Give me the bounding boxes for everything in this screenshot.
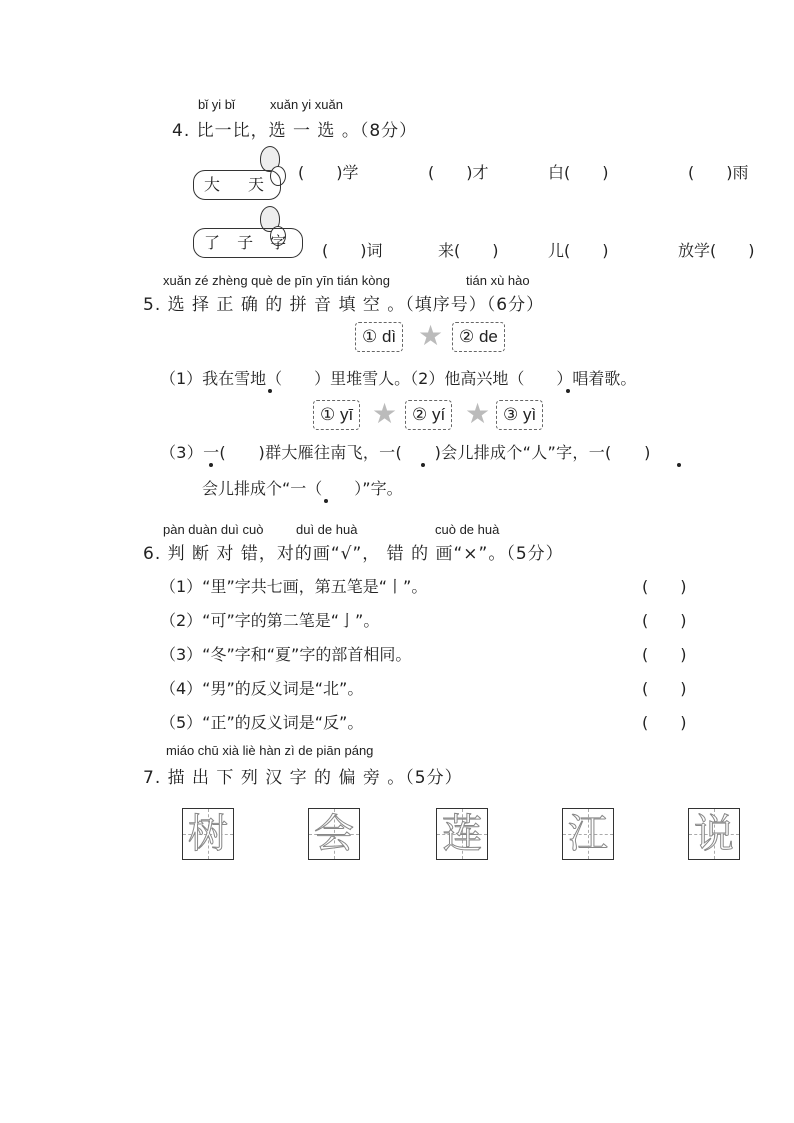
trace-char: 说 <box>694 811 734 857</box>
emphasis-dot <box>566 389 570 393</box>
q5-option: ② yí <box>405 400 452 430</box>
q6-item: （3）“冬”字和“夏”字的部首相同。 <box>160 645 412 664</box>
q6-item: （2）“可”字的第二笔是“亅”。 <box>160 611 380 630</box>
tracing-grid[interactable] <box>562 808 614 860</box>
q5-title: 5. 选 择 正 确 的 拼 音 填 空 。（填序号）（6分） <box>143 295 545 315</box>
q7-title: 7. 描 出 下 列 汉 字 的 偏 旁 。（5分） <box>143 768 463 788</box>
trace-char: 会 <box>314 811 354 857</box>
q4-row2-item[interactable]: 来( ) <box>438 241 499 260</box>
q4-row1-item[interactable]: ( )才 <box>428 163 489 182</box>
tracing-grid[interactable] <box>182 808 234 860</box>
q5-pinyin-2: tián xù hào <box>466 273 530 288</box>
q6-pinyin-3: cuò de huà <box>435 522 500 537</box>
q6-item: （1）“里”字共七画，第五笔是“丨”。 <box>160 577 428 596</box>
star-icon: ★ <box>465 397 491 430</box>
q4-title: 4. 比一比，选 一 选 。（8分） <box>172 121 418 141</box>
q6-answer-box[interactable]: ( ) <box>642 645 687 664</box>
q5-option: ② de <box>452 322 505 352</box>
q5-option: ③ yì <box>496 400 543 430</box>
q5-line-2: （3）一( )群大雁往南飞，一( )会儿排成个“人”字，一( ) <box>160 443 651 462</box>
q4-row1-item[interactable]: ( )雨 <box>688 163 749 182</box>
q6-answer-box[interactable]: ( ) <box>642 713 687 732</box>
q6-answer-box[interactable]: ( ) <box>642 611 687 630</box>
q5-option: ① yī <box>313 400 360 430</box>
q6-pinyin-2: duì de huà <box>296 522 358 537</box>
q4-row1-item[interactable]: 白( ) <box>548 163 609 182</box>
q5-pinyin-1: xuǎn zé zhèng què de pīn yīn tián kòng <box>163 273 390 288</box>
tracing-grid[interactable] <box>308 808 360 860</box>
q4-row2-item[interactable]: 放学( ) <box>678 241 755 260</box>
q5-line-3: 会儿排成个“一（ ）”字。 <box>202 479 403 498</box>
star-icon: ★ <box>372 397 398 430</box>
q6-item: （4）“男”的反义词是“北”。 <box>160 679 364 698</box>
q5-line-1: （1）我在雪地（ ）里堆雪人。（2）他高兴地（ ）唱着歌。 <box>160 369 637 388</box>
star-icon: ★ <box>418 319 444 352</box>
q4-pinyin-1: bǐ yi bǐ <box>198 97 235 112</box>
q6-pinyin-1: pàn duàn duì cuò <box>163 522 264 537</box>
q6-title: 6. 判 断 对 错，对的画“√”， 错 的 画“×”。（5分） <box>143 544 564 564</box>
trace-char: 莲 <box>442 811 482 857</box>
q4-row2-item[interactable]: 儿( ) <box>548 241 609 260</box>
q5-option: ① dì <box>355 322 403 352</box>
q4-tag-1: 大 天 <box>193 170 281 200</box>
emphasis-dot <box>677 463 681 467</box>
q6-item: （5）“正”的反义词是“反”。 <box>160 713 364 732</box>
emphasis-dot <box>421 463 425 467</box>
tracing-grid[interactable] <box>436 808 488 860</box>
emphasis-dot <box>268 389 272 393</box>
emphasis-dot <box>209 463 213 467</box>
trace-char: 树 <box>188 811 228 857</box>
emphasis-dot <box>324 499 328 503</box>
q7-pinyin: miáo chū xià liè hàn zì de piān páng <box>166 743 374 758</box>
q6-answer-box[interactable]: ( ) <box>642 577 687 596</box>
q6-answer-box[interactable]: ( ) <box>642 679 687 698</box>
q4-row1-item[interactable]: ( )学 <box>298 163 359 182</box>
q4-row2-item[interactable]: ( )词 <box>322 241 383 260</box>
trace-char: 江 <box>568 811 608 857</box>
q4-tag-2: 了 子 字 <box>193 228 303 258</box>
tracing-grid[interactable] <box>688 808 740 860</box>
q4-pinyin-2: xuǎn yi xuǎn <box>270 97 343 112</box>
